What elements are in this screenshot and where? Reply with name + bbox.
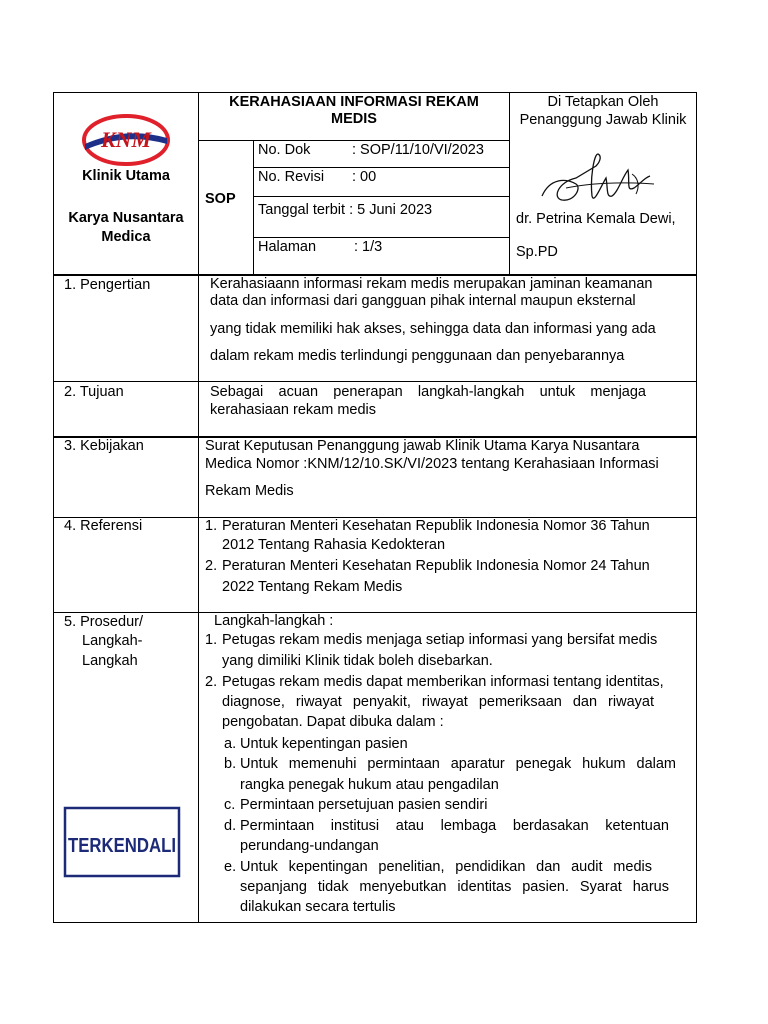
ditetapkan-line1: Di Tetapkan Oleh [547, 94, 659, 110]
section-label-kebijakan: 3. Kebijakan [64, 438, 144, 454]
substep-letter: e. [224, 859, 237, 875]
halaman-label: Halaman [258, 239, 317, 255]
substep-text: Permintaan persetujuan pasien sendiri [240, 797, 488, 813]
pengertian-line: yang tidak memiliki hak akses, sehingga data dan informasi yang ada [210, 321, 656, 337]
sop-divider [253, 140, 254, 275]
label-column-divider [198, 275, 199, 923]
substep-text: rangka penegak hukum atau pengadilan [240, 777, 499, 793]
pengertian-line: data dan informasi dari gangguan pihak internal maupun eksternal [210, 293, 636, 309]
logo-text: KNM [100, 127, 152, 152]
knm-logo-icon [82, 114, 170, 166]
clinic-name-line3: Medica [101, 229, 151, 245]
meta-row-line-3 [253, 237, 510, 238]
signatory-title: Sp.PD [516, 244, 558, 260]
tanggal-terbit: Tanggal terbit : 5 Juni 2023 [258, 202, 433, 218]
substep-text: Untuk kepentingan penelitian, pendidikan dan audit medis [240, 859, 652, 875]
stamp-text: TERKENDALI [68, 835, 176, 857]
substep-text: perundang-undangan [240, 838, 379, 854]
no-dok-value: : SOP/11/10/VI/2023 [352, 142, 484, 158]
no-revisi-label: No. Revisi [258, 169, 325, 185]
step-number: 1. [205, 632, 218, 648]
row-line-pengertian [53, 381, 697, 382]
pengertian-line: dalam rekam medis terlindungi penggunaan dan penyebarannya [210, 348, 625, 364]
tujuan-line: Sebagai acuan penerapan langkah-langkah untuk menjaga [210, 384, 646, 400]
meta-row-line-2 [253, 196, 510, 197]
substep-letter: c. [224, 797, 236, 813]
referensi-item-line: Peraturan Menteri Kesehatan Republik Indonesia Nomor 36 Tahun [222, 518, 650, 534]
terkendali-stamp-icon [63, 806, 181, 878]
section-label-prosedur: Langkah- [82, 633, 143, 649]
substep-text: Permintaan institusi atau lembaga berdasakan ketentuan [240, 818, 669, 834]
substep-letter: d. [224, 818, 237, 834]
referensi-item-line: 2012 Tentang Rahasia Kedokteran [222, 537, 446, 553]
step-text: Petugas rekam medis menjaga setiap informasi yang bersifat medis [222, 632, 658, 648]
table-border-top [53, 92, 697, 93]
table-border-bottom [53, 922, 697, 923]
pengertian-line: Kerahasiaann informasi rekam medis merupakan jaminan keamanan [210, 276, 653, 292]
meta-row-line-1 [253, 167, 510, 168]
clinic-name-line1: Klinik Utama [82, 168, 170, 184]
step-text: yang dimiliki Klinik tidak boleh disebarkan. [222, 653, 493, 669]
substep-letter: a. [224, 736, 237, 752]
step-number: 2. [205, 674, 218, 690]
step-text: pengobatan. Dapat dibuka dalam : [222, 714, 444, 730]
kebijakan-line: Rekam Medis [205, 483, 294, 499]
no-revisi-value: : 00 [352, 169, 377, 185]
section-label-prosedur: Langkah [82, 653, 138, 669]
document-title-line2: MEDIS [331, 111, 377, 127]
ditetapkan-line2: Penanggung Jawab Klinik [519, 112, 687, 128]
title-bottom-line [198, 140, 510, 141]
document-title-line1: KERAHASIAAN INFORMASI REKAM [229, 94, 479, 110]
row-line-referensi [53, 612, 697, 613]
section-label-tujuan: 2. Tujuan [64, 384, 124, 400]
table-border-left [53, 92, 54, 923]
halaman-value: : 1/3 [354, 239, 383, 255]
signatory-name: dr. Petrina Kemala Dewi, [516, 211, 676, 227]
clinic-name-line2: Karya Nusantara [68, 210, 184, 226]
kebijakan-line: Surat Keputusan Penanggung jawab Klinik Utama Karya Nusantara [205, 438, 640, 454]
step-text: Petugas rekam medis dapat memberikan informasi tentang identitas, [222, 674, 664, 690]
referensi-item-number: 2. [205, 558, 218, 574]
substep-text: sepanjang tidak menyebutkan identitas pasien. Syarat harus [240, 879, 669, 895]
section-label-referensi: 4. Referensi [64, 518, 143, 534]
substep-text: dilakukan secara tertulis [240, 899, 396, 915]
prosedur-intro: Langkah-langkah : [214, 613, 334, 629]
table-border-right [696, 92, 697, 923]
kebijakan-line: Medica Nomor :KNM/12/10.SK/VI/2023 tentang Kerahasiaan Informasi [205, 456, 659, 472]
referensi-item-number: 1. [205, 518, 218, 534]
substep-letter: b. [224, 756, 237, 772]
substep-text: Untuk kepentingan pasien [240, 736, 408, 752]
tujuan-line: kerahasiaan rekam medis [210, 402, 377, 418]
no-dok-label: No. Dok [258, 142, 311, 158]
step-text: diagnose, riwayat penyakit, riwayat pemeriksaan dan riwayat [222, 694, 654, 710]
section-label-prosedur: 5. Prosedur/ [64, 614, 143, 630]
referensi-item-line: Peraturan Menteri Kesehatan Republik Indonesia Nomor 24 Tahun [222, 558, 650, 574]
signature-icon [536, 148, 660, 220]
sop-label: SOP [205, 191, 236, 207]
section-label-pengertian: 1. Pengertian [64, 277, 151, 293]
referensi-item-line: 2022 Tentang Rekam Medis [222, 579, 403, 595]
substep-text: Untuk memenuhi permintaan aparatur penegak hukum dalam [240, 756, 676, 772]
